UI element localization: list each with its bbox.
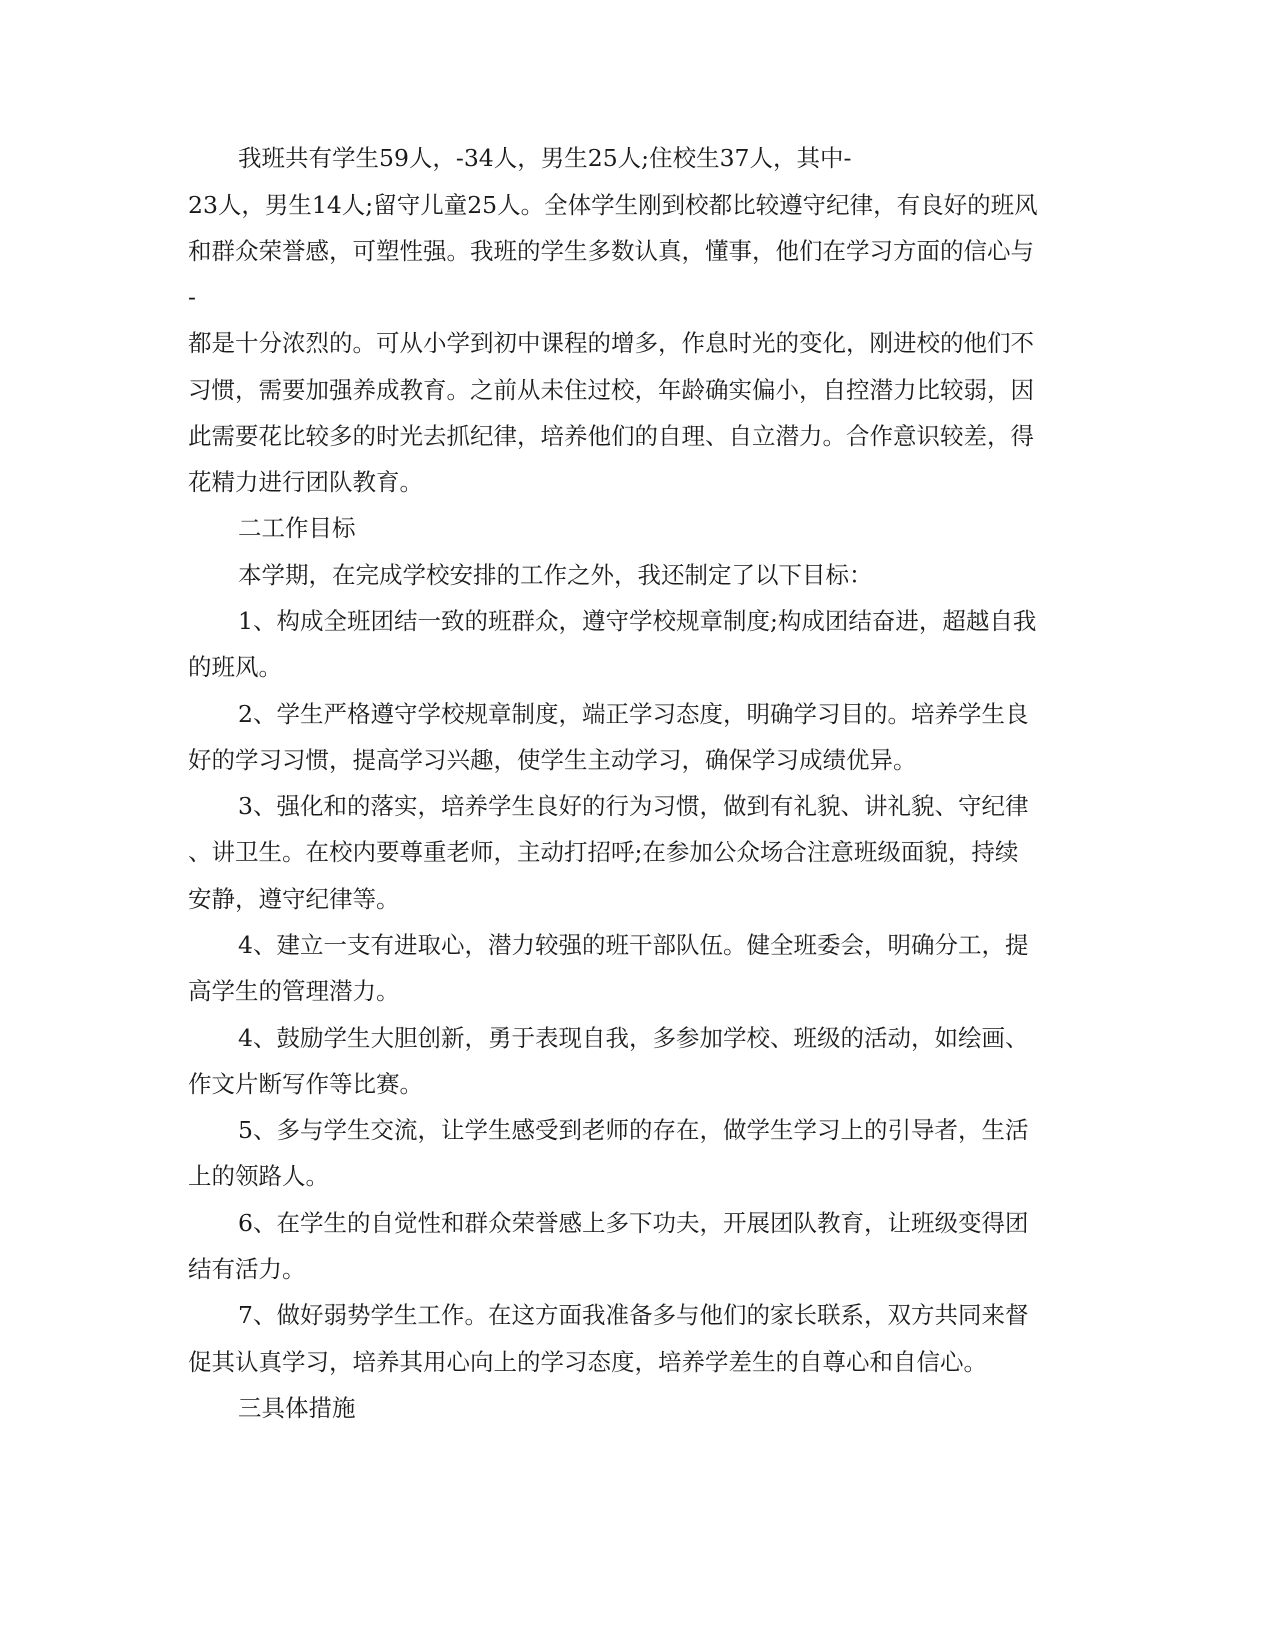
paragraph-line: 和群众荣誉感，可塑性强。我班的学生多数认真，懂事，他们在学习方面的信心与 (188, 237, 1034, 265)
paragraph-line: 23人，男生14人;留守儿童25人。全体学生刚到校都比较遵守纪律，有良好的班风 (188, 191, 1038, 219)
paragraph-line: 习惯，需要加强养成教育。之前从未住过校，年龄确实偏小，自控潜力比较弱，因 (188, 376, 1034, 404)
list-item-line: 、讲卫生。在校内要尊重老师，主动打招呼;在参加公众场合注意班级面貌，持续 (188, 838, 1019, 866)
list-item-line: 6、在学生的自觉性和群众荣誉感上多下功夫，开展团队教育，让班级变得团 (238, 1209, 1029, 1237)
list-item-line: 5、多与学生交流，让学生感受到老师的存在，做学生学习上的引导者，生活 (238, 1116, 1029, 1144)
list-item-line: 3、强化和的落实，培养学生良好的行为习惯，做到有礼貌、讲礼貌、守纪律 (238, 792, 1029, 820)
list-item-line: 安静，遵守纪律等。 (188, 885, 400, 913)
list-item-line: 好的学习习惯，提高学习兴趣，使学生主动学习，确保学习成绩优异。 (188, 746, 917, 774)
list-item-line: 4、鼓励学生大胆创新，勇于表现自我，多参加学校、班级的活动，如绘画、 (238, 1024, 1029, 1052)
list-item-line: 的班风。 (188, 653, 282, 681)
list-item-line: 结有活力。 (188, 1255, 306, 1283)
paragraph-line: - (188, 283, 196, 311)
list-item-line: 促其认真学习，培养其用心向上的学习态度，培养学差生的自尊心和自信心。 (188, 1348, 987, 1376)
list-item-line: 上的领路人。 (188, 1162, 329, 1190)
list-item-line: 2、学生严格遵守学校规章制度，端正学习态度，明确学习目的。培养学生良 (238, 700, 1029, 728)
list-item-line: 高学生的管理潜力。 (188, 977, 400, 1005)
list-item-line: 1、构成全班团结一致的班群众，遵守学校规章制度;构成团结奋进，超越自我 (238, 607, 1037, 635)
paragraph-line: 都是十分浓烈的。可从小学到初中课程的增多，作息时光的变化，刚进校的他们不 (188, 329, 1034, 357)
section-heading: 三具体措施 (238, 1394, 356, 1422)
paragraph-line: 此需要花比较多的时光去抓纪律，培养他们的自理、自立潜力。合作意识较差，得 (188, 422, 1034, 450)
list-item-line: 7、做好弱势学生工作。在这方面我准备多与他们的家长联系，双方共同来督 (238, 1301, 1029, 1329)
section-heading: 二工作目标 (238, 514, 356, 542)
paragraph-line: 我班共有学生59人，-34人，男生25人;住校生37人，其中- (238, 144, 852, 172)
paragraph-line: 花精力进行团队教育。 (188, 468, 423, 496)
paragraph-line: 本学期，在完成学校安排的工作之外，我还制定了以下目标： (238, 561, 873, 589)
list-item-line: 作文片断写作等比赛。 (188, 1070, 423, 1098)
list-item-line: 4、建立一支有进取心，潜力较强的班干部队伍。健全班委会，明确分工，提 (238, 931, 1029, 959)
